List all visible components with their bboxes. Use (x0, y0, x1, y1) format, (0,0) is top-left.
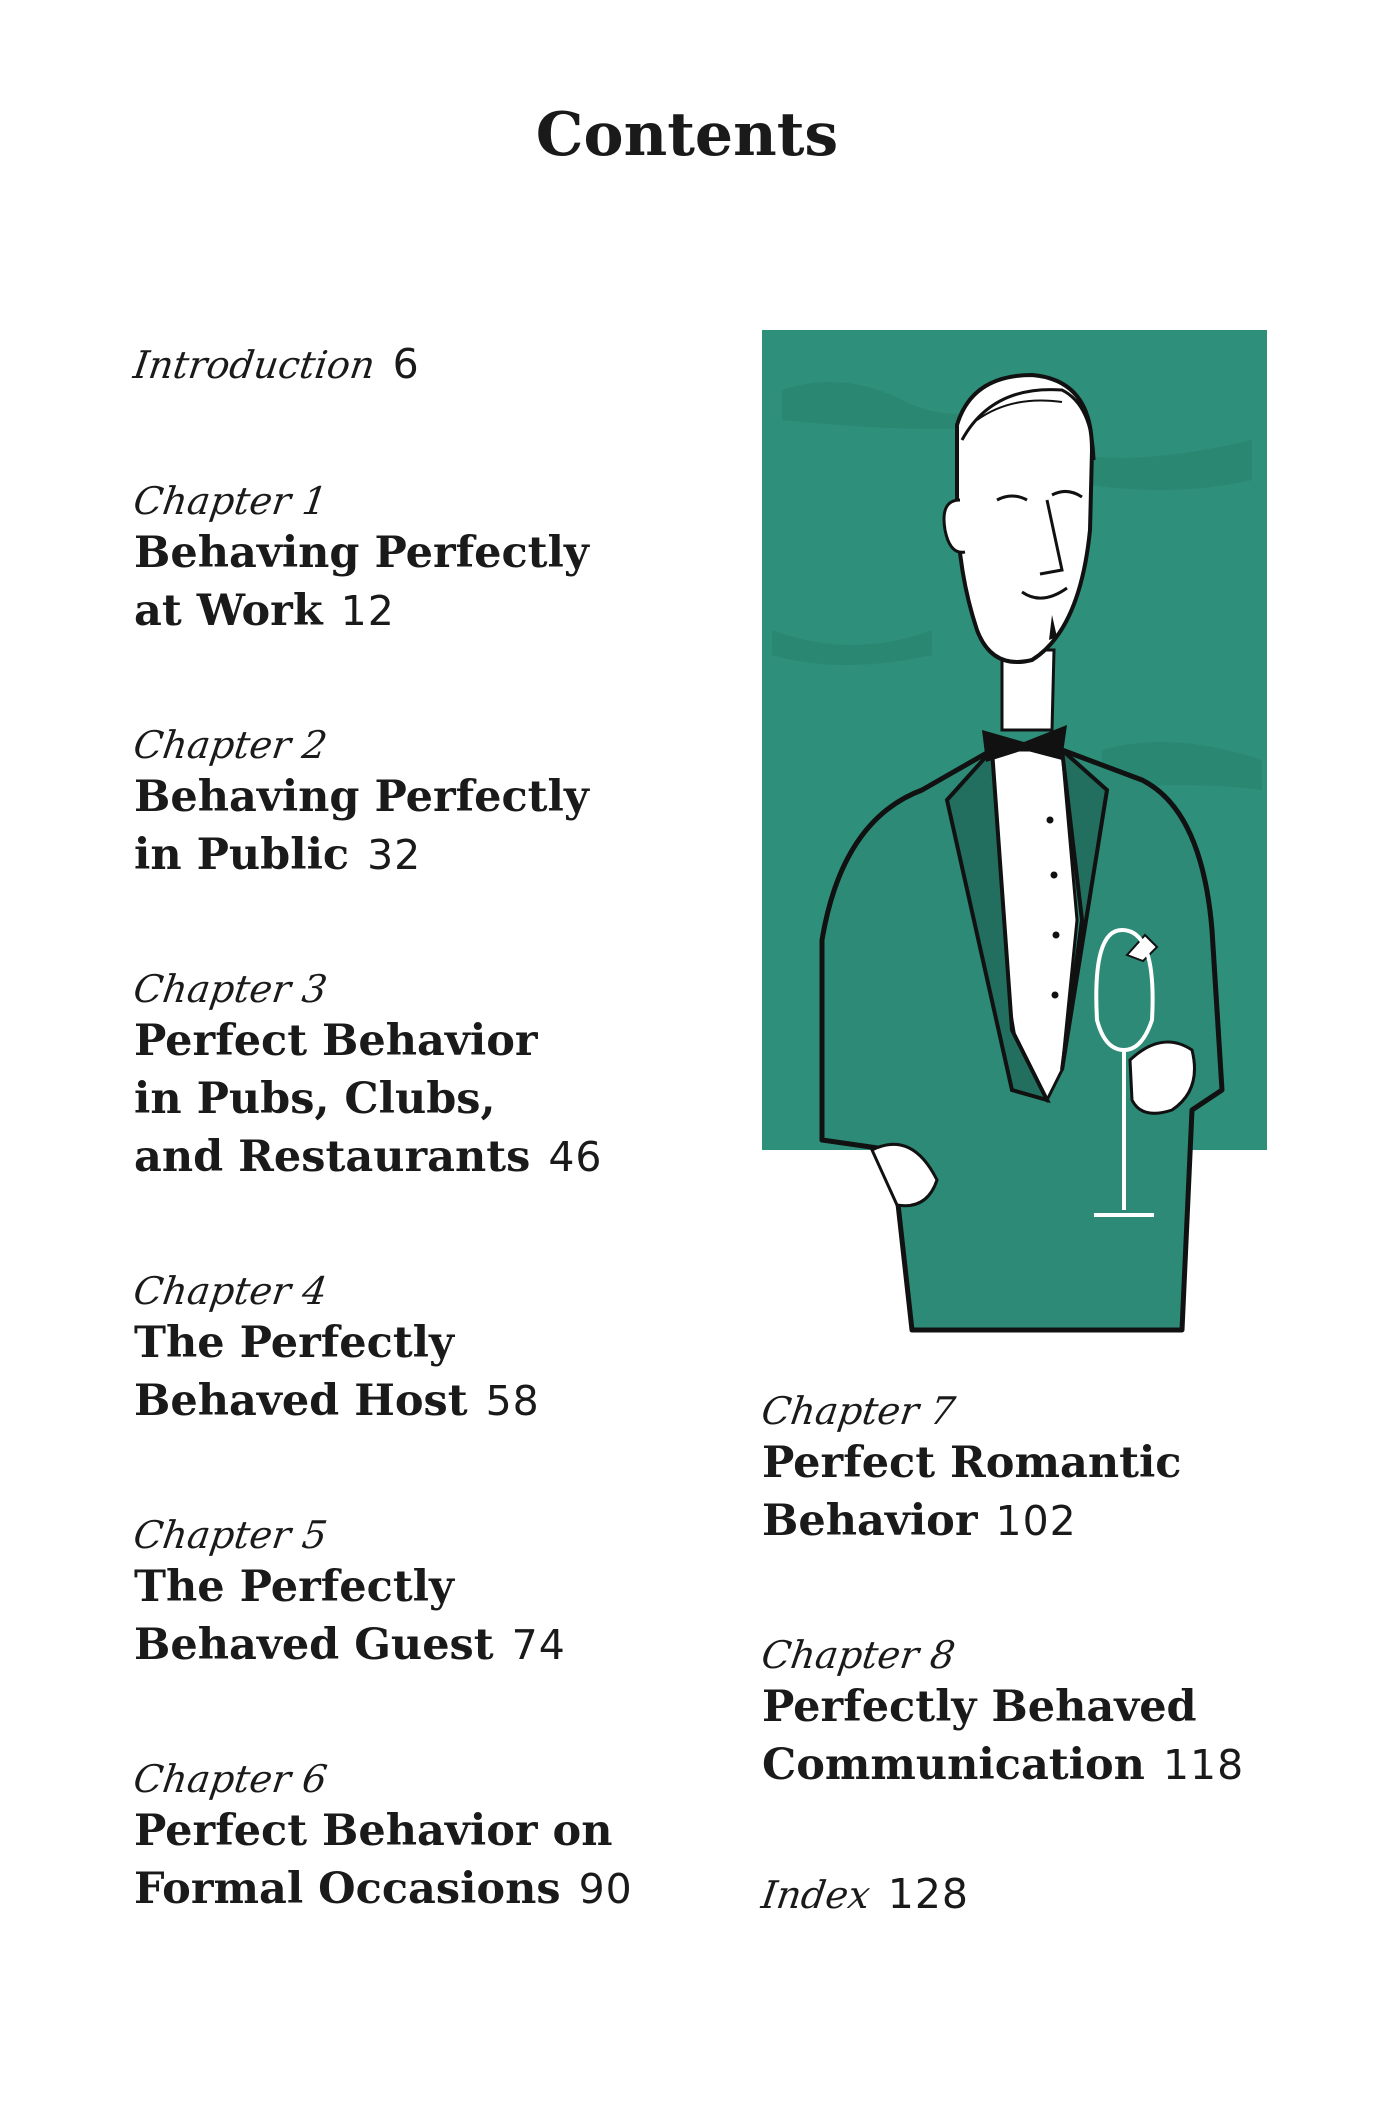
chapter-title-line: Perfect Behavior (134, 1016, 538, 1066)
chapter-title-line: The Perfectly (134, 1562, 455, 1612)
toc-entry-chapter-5[interactable] (130, 1512, 566, 1674)
chapter-page-number: 58 (485, 1377, 540, 1425)
chapter-page-number: 12 (340, 587, 395, 635)
chapter-title-line: Behaving Perfectly (134, 528, 589, 578)
index-label: Index (758, 1873, 873, 1917)
introduction-label: Introduction (130, 343, 378, 387)
chapter-label: Chapter 6 (130, 1757, 330, 1801)
introduction-page-number: 6 (392, 340, 420, 388)
chapter-label: Chapter 1 (130, 479, 330, 523)
index-page-number: 128 (887, 1870, 969, 1918)
toc-entry-index[interactable] (758, 1870, 969, 1918)
toc-entry-chapter-8[interactable] (758, 1632, 1245, 1794)
chapter-page-number: 102 (995, 1497, 1077, 1545)
chapter-title-line: at Work (134, 586, 323, 636)
page-title: Contents (535, 100, 839, 170)
toc-entry-chapter-4[interactable] (130, 1268, 540, 1430)
gentleman-illustration (762, 330, 1277, 1350)
chapter-label: Chapter 7 (758, 1389, 958, 1433)
chapter-page-number: 46 (548, 1133, 603, 1181)
chapter-title-line: Perfect Behavior on (134, 1806, 613, 1856)
chapter-page-number: 32 (367, 831, 422, 879)
chapter-label: Chapter 5 (130, 1513, 330, 1557)
chapter-page-number: 90 (578, 1865, 633, 1913)
chapter-label: Chapter 3 (130, 967, 330, 1011)
chapter-title-line: Behaved Guest (134, 1620, 494, 1670)
toc-entry-chapter-1[interactable] (130, 478, 589, 640)
chapter-title-line: Perfect Romantic (762, 1438, 1182, 1488)
chapter-title-line: Perfectly Behaved (762, 1682, 1197, 1732)
chapter-title-line: The Perfectly (134, 1318, 455, 1368)
chapter-title-line: in Public (134, 830, 350, 880)
toc-entry-chapter-7[interactable] (758, 1388, 1182, 1550)
chapter-page-number: 118 (1162, 1741, 1245, 1789)
chapter-title-line: and Restaurants (134, 1132, 531, 1182)
chapter-title-line: Behaving Perfectly (134, 772, 589, 822)
chapter-label: Chapter 2 (130, 723, 330, 767)
toc-entry-introduction[interactable] (130, 340, 420, 388)
chapter-label: Chapter 4 (130, 1269, 330, 1313)
chapter-title-line: Behaved Host (134, 1376, 468, 1426)
chapter-title-line: in Pubs, Clubs, (134, 1074, 496, 1124)
toc-entry-chapter-3[interactable] (130, 966, 603, 1186)
chapter-title-line: Communication (762, 1740, 1145, 1790)
chapter-page-number: 74 (511, 1621, 566, 1669)
toc-entry-chapter-2[interactable] (130, 722, 589, 884)
chapter-title-line: Formal Occasions (134, 1864, 561, 1914)
chapter-label: Chapter 8 (758, 1633, 958, 1677)
toc-entry-chapter-6[interactable] (130, 1756, 633, 1918)
chapter-title-line: Behavior (762, 1496, 978, 1546)
